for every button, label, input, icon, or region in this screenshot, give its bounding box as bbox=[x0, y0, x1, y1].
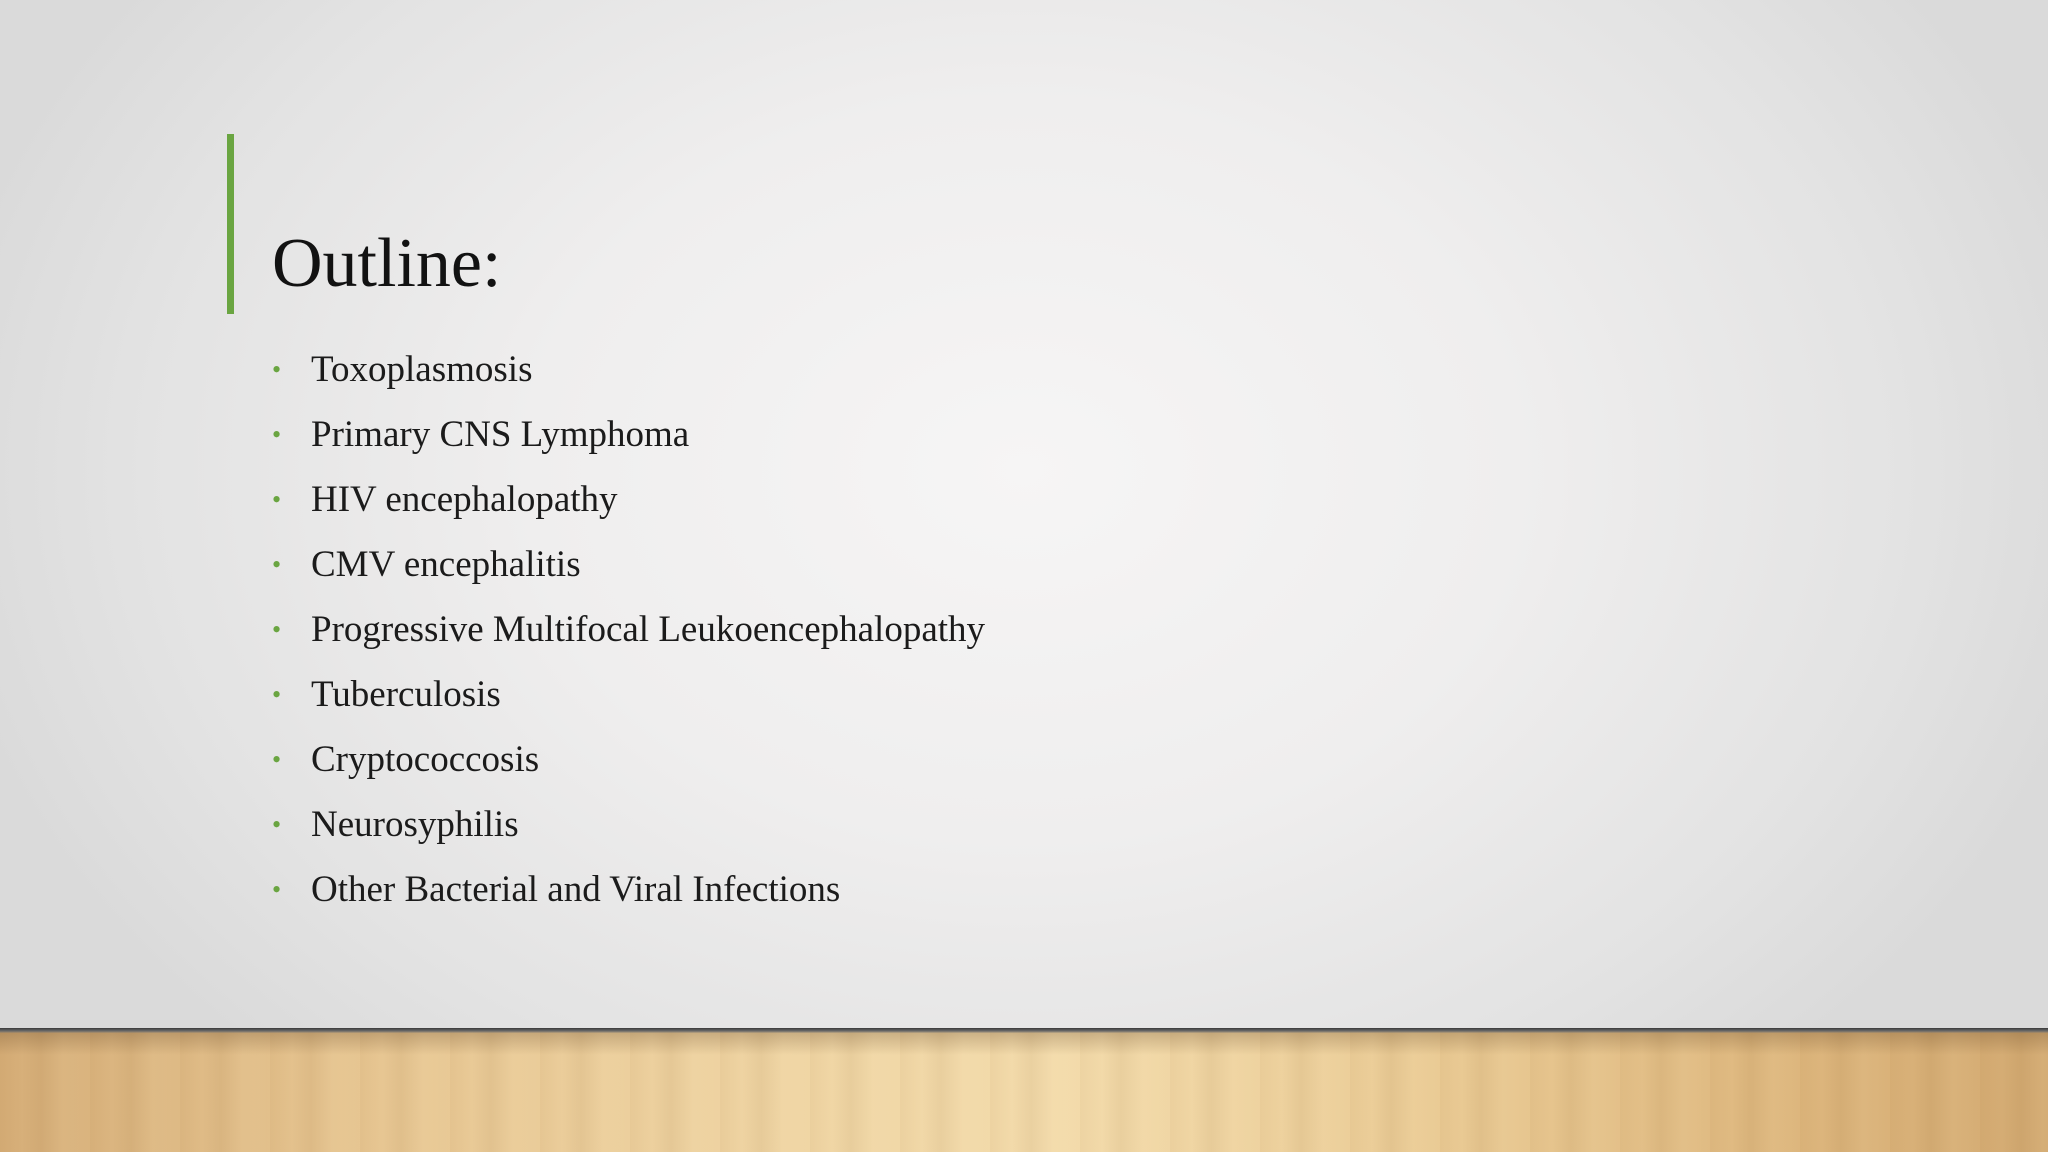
bullet-icon: • bbox=[272, 745, 282, 774]
bullet-text: Other Bacterial and Viral Infections bbox=[311, 869, 841, 910]
bullet-text: Tuberculosis bbox=[311, 674, 501, 715]
bullet-text: Cryptococcosis bbox=[311, 739, 540, 780]
bullet-icon: • bbox=[272, 615, 282, 644]
slide-title: Outline: bbox=[272, 225, 502, 302]
bullet-icon: • bbox=[272, 680, 282, 709]
bullet-text: Neurosyphilis bbox=[311, 804, 519, 845]
bullet-icon: • bbox=[272, 485, 282, 514]
bullet-text: HIV encephalopathy bbox=[311, 479, 618, 520]
bullet-icon: • bbox=[272, 420, 282, 449]
floor-shadow bbox=[0, 1033, 2048, 1055]
bullet-icon: • bbox=[272, 875, 282, 904]
bullet-icon: • bbox=[272, 355, 282, 384]
floor-edge-line bbox=[0, 1028, 2048, 1033]
bullet-text: Toxoplasmosis bbox=[311, 349, 533, 390]
bullet-icon: • bbox=[272, 810, 282, 839]
bullet-text: Progressive Multifocal Leukoencephalopathy bbox=[311, 609, 986, 650]
bullet-icon: • bbox=[272, 550, 282, 579]
bullet-text: CMV encephalitis bbox=[311, 544, 581, 585]
bullet-text: Primary CNS Lymphoma bbox=[311, 414, 690, 455]
title-accent-bar bbox=[227, 134, 234, 314]
